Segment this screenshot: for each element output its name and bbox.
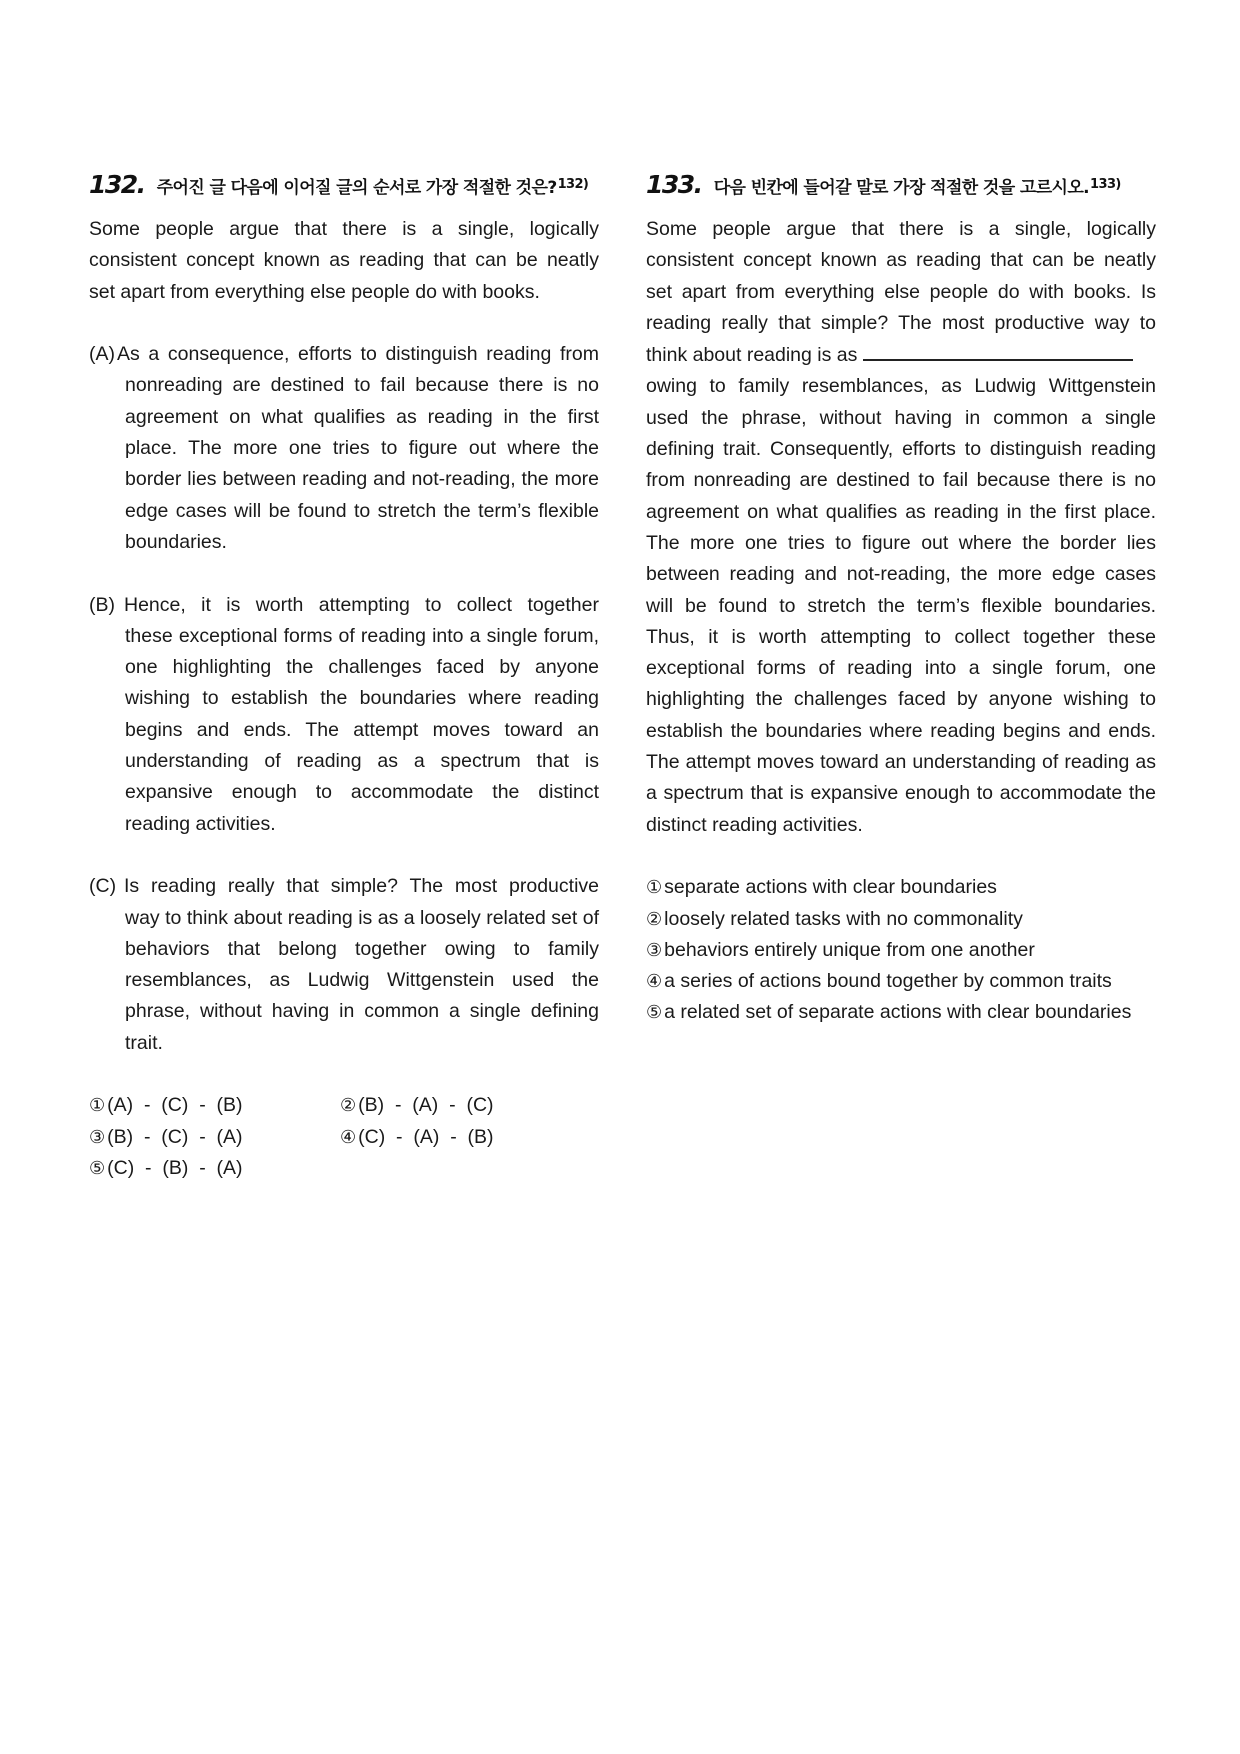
choice-text: (C) - (A) - (B) [358,1125,494,1148]
item-body: way to think about reading is as a loosely related set of behaviors that belong together owing to family resemblances, as Ludwig Wittgenstein used the phrase, without having in common a single defining trait. [125,906,599,1054]
answer-choices [646,872,1156,1028]
item-first-line: As a consequence, efforts to distinguish reading from [117,343,599,366]
intro-passage: Some people argue that there is a single, logically consistent concept known as reading that can be neatly set apart from everything else people do with books. [89,218,599,303]
item-body: nonreading are destined to fail because there is no agreement on what qualifies as reading in the first place. The more one tries to figure out where the border lies between reading and not-reading, the more edge cases will be found to stretch the term’s flexible boundaries. [125,374,599,553]
choice-3[interactable] [646,935,1156,966]
blank-line [646,339,1156,371]
choice-mark: ⑤ [89,1157,106,1179]
item-label: (C) [89,875,117,898]
question-prompt: 다음 빈칸에 들어갈 말로 가장 적절한 것을 고르시오.$^{133)}$ [713,177,1121,198]
item-label: (B) [89,593,115,616]
choice-text: a series of actions bound together by common traits [664,970,1112,993]
question-prompt: 주어진 글 다음에 이어질 글의 순서로 가장 적절한 것은?$^{132)}$ [156,177,589,198]
item-body: these exceptional forms of reading into a single forum, one highlighting the challenges faced by anyone wishing to establish the boundaries where reading begins and ends. The attempt moves toward an understanding of reading as a spectrum that is expansive enough to accommodate the distinct reading activities. [125,624,599,835]
passage-item-b [89,590,599,840]
choice-5[interactable] [646,997,1156,1028]
choice-text: (A) - (C) - (B) [107,1094,243,1117]
footnote-ref: 132) [557,177,589,192]
item-label: (A) [89,343,115,366]
question-132-header [89,170,599,206]
choice-mark: ③ [89,1126,106,1148]
footnote-ref: 133) [1090,177,1121,192]
choice-text: (C) - (B) - (A) [107,1156,243,1179]
choice-4[interactable] [340,1122,591,1153]
choice-1[interactable] [646,872,1156,903]
choice-text: loosely related tasks with no commonality [664,907,1023,930]
choice-2[interactable] [340,1090,591,1121]
choice-text: a related set of separate actions with clear boundaries [664,1001,1132,1024]
choice-mark: ② [646,908,663,930]
passage-item-a [89,339,599,558]
question-133-header [646,170,1156,206]
question-number: 133. [646,170,702,199]
choice-4[interactable] [646,966,1156,997]
choice-mark: ⑤ [646,1002,663,1024]
question-number: 132. [89,170,145,199]
choice-mark: ③ [646,939,663,961]
blank-lead-text: think about reading is as [646,344,858,367]
passage-before-blank: Some people argue that there is a single, logically consistent concept known as reading that can be neatly set apart from everything else people do with books. Is reading really that simple? The most productive way to [646,218,1156,334]
choice-3[interactable] [89,1122,340,1153]
item-first-line: Is reading really that simple? The most productive [124,875,599,898]
choice-mark: ② [340,1095,357,1117]
passage-item-c [89,871,599,1059]
choice-mark: ① [89,1095,106,1117]
choice-2[interactable] [646,904,1156,935]
choice-text: (B) - (A) - (C) [358,1094,494,1117]
question-133 [646,170,1156,1029]
choice-text: separate actions with clear boundaries [664,876,997,899]
choice-mark: ① [646,877,663,899]
choice-1[interactable] [89,1090,340,1121]
passage-after-blank: owing to family resemblances, as Ludwig Wittgenstein used the phrase, without having in common a single defining trait. Consequently, efforts to distinguish reading from nonreading are destined to fail because there is no agreement on what qualifies as reading in the first place. The more one tries to figure out where the border lies between reading and not-reading, the more edge cases will be found to stretch the term’s flexible boundaries. Thus, it is worth attempting to collect together these exceptional forms of reading into a single forum, one highlighting the challenges faced by anyone wishing to establish the boundaries where reading begins and ends. The attempt moves toward an understanding of reading as a spectrum that is expansive enough to accommodate the distinct reading activities. [646,375,1156,836]
choice-5[interactable] [89,1153,340,1184]
choice-mark: ④ [340,1126,357,1148]
answer-blank [863,339,1133,361]
choice-text: behaviors entirely unique from one another [664,938,1035,961]
answer-choices [89,1090,599,1184]
choice-text: (B) - (C) - (A) [107,1125,243,1148]
question-132 [89,170,599,1184]
item-first-line: Hence, it is worth attempting to collect together [124,593,599,616]
choice-mark: ④ [646,971,663,993]
